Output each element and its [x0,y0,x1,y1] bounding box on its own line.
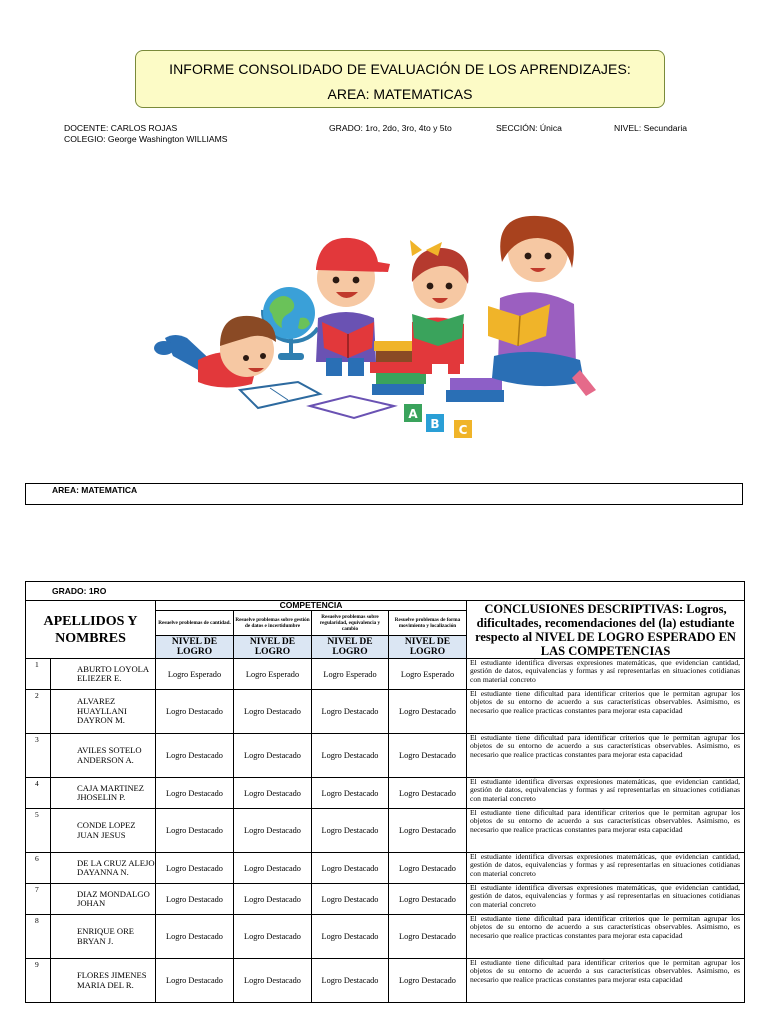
descriptive-conclusion: El estudiante tiene dificultad para identificar criterios que le permitan agrupar los objetos de su entorno de acuerdo a sus características observables. Asimismo, es necesario que realice practicas constantes para mejorar esta capacidad [467,690,745,734]
students-assessment-table [25,581,745,1003]
conclusions-column-header: CONCLUSIONES DESCRIPTIVAS: Logros, dificultades, recomendaciones del (la) estudiante respecto al NIVEL DE LOGRO ESPERADO EN LAS COMPETENCIAS [467,601,745,659]
row-number: 4 [35,779,39,788]
table-row [26,778,745,809]
achievement-level: Logro Destacado [312,734,389,778]
achievement-level: Logro Esperado [312,659,389,690]
descriptive-conclusion: El estudiante identifica diversas expresiones matemáticas, que evidencian cantidad, gestión de datos, equivalencias y formas y así representarlas en situaciones cotidianas con material concreto [467,778,745,809]
achievement-level: Logro Destacado [389,853,467,884]
achievement-level: Logro Destacado [234,915,312,959]
row-number-cell [26,853,51,884]
row-number: 5 [35,810,39,819]
row-number-cell [26,778,51,809]
descriptive-conclusion: El estudiante tiene dificultad para identificar criterios que le permitan agrupar los objetos de su entorno de acuerdo a sus características observables. Asimismo, es necesario que realice practicas constantes para mejorar esta capacidad [467,734,745,778]
student-name: CAJA MARTINEZ JHOSELIN P. [51,778,156,809]
table-row [26,853,745,884]
achievement-level: Logro Destacado [389,915,467,959]
teacher-woman-figure [488,216,596,396]
achievement-level: Logro Destacado [312,884,389,915]
achievement-level: Logro Destacado [156,884,234,915]
descriptive-conclusion: El estudiante identifica diversas expresiones matemáticas, que evidencian cantidad, gestión de datos, equivalencias y formas y así representarlas en situaciones cotidianas con material concreto [467,884,745,915]
achievement-level: Logro Destacado [234,778,312,809]
achievement-level: Logro Esperado [156,659,234,690]
row-number: 9 [35,960,39,969]
achievement-level: Logro Destacado [312,959,389,1003]
achievement-level: Logro Destacado [389,778,467,809]
achievement-level: Logro Destacado [156,778,234,809]
grade-row-label: GRADO: 1RO [26,582,745,601]
area-label: AREA: MATEMATICA [25,483,743,505]
competencia-forma: Resuelve problemas de forma movimiento y localización [389,611,467,636]
names-column-header: APELLIDOS Y NOMBRES [26,601,156,659]
row-number: 8 [35,916,39,925]
student-name: DIAZ MONDALGO JOHAN [51,884,156,915]
achievement-level: Logro Destacado [389,690,467,734]
achievement-level: Logro Destacado [234,809,312,853]
table-row [26,884,745,915]
svg-text:A: A [408,407,418,421]
student-name: ALVAREZ HUAYLLANI DAYRON M. [51,690,156,734]
achievement-level: Logro Destacado [312,778,389,809]
competencia-gestion-datos: Resuelve problemas sobre gestión de datos e incertidumbre [234,611,312,636]
table-row [26,690,745,734]
descriptive-conclusion: El estudiante tiene dificultad para identificar criterios que le permitan agrupar los objetos de su entorno de acuerdo a sus características observables. Asimismo, es necesario que realice practicas constantes para mejorar esta capacidad [467,959,745,1003]
student-name: AVILES SOTELO ANDERSON A. [51,734,156,778]
achievement-level: Logro Esperado [389,659,467,690]
achievement-level: Logro Destacado [389,959,467,1003]
achievement-level: Logro Destacado [389,884,467,915]
row-number: 6 [35,854,39,863]
level-info: NIVEL: Secundaria [614,123,688,133]
achievement-level: Logro Destacado [234,959,312,1003]
nivel-logro-header: NIVEL DE LOGRO [156,636,234,659]
row-number: 1 [35,660,39,669]
achievement-level: Logro Destacado [234,690,312,734]
abc-blocks-icon [404,404,472,438]
school-name: COLEGIO: George Washington WILLIAMS [64,134,228,144]
achievement-level: Logro Destacado [389,734,467,778]
table-row [26,959,745,1003]
achievement-level: Logro Destacado [234,853,312,884]
achievement-level: Logro Destacado [156,734,234,778]
children-reading-illustration [150,210,620,450]
svg-text:B: B [430,417,440,431]
achievement-level: Logro Destacado [234,884,312,915]
achievement-level: Logro Destacado [156,809,234,853]
competencia-header: COMPETENCIA [156,601,467,611]
teacher-name: DOCENTE: CARLOS ROJAS [64,123,178,133]
row-number-cell [26,884,51,915]
row-number-cell [26,809,51,853]
achievement-level: Logro Destacado [312,853,389,884]
row-number: 2 [35,691,39,700]
report-title: INFORME CONSOLIDADO DE EVALUACIÓN DE LOS APRENDIZAJES: [169,61,631,77]
table-row [26,734,745,778]
row-number: 3 [35,735,39,744]
svg-text:C: C [458,423,468,437]
student-name: FLORES JIMENES MARIA DEL R. [51,959,156,1003]
teacher-info [64,123,228,145]
section-info: SECCIÓN: Única [496,123,562,133]
table-row [26,809,745,853]
achievement-level: Logro Destacado [312,690,389,734]
descriptive-conclusion: El estudiante tiene dificultad para identificar criterios que le permitan agrupar los objetos de su entorno de acuerdo a sus características observables. Asimismo, es necesario que realice practicas constantes para mejorar esta capacidad [467,809,745,853]
competencia-regularidad: Resuelve problemas sobre regularidad, equivalencia y cambio [312,611,389,636]
descriptive-conclusion: El estudiante tiene dificultad para identificar criterios que le permitan agrupar los objetos de su entorno de acuerdo a sus características observables. Asimismo, es necesario que realice practicas constantes para mejorar esta capacidad [467,915,745,959]
nivel-logro-header: NIVEL DE LOGRO [389,636,467,659]
achievement-level: Logro Destacado [156,915,234,959]
row-number-cell [26,959,51,1003]
descriptive-conclusion: El estudiante identifica diversas expresiones matemáticas, que evidencian cantidad, gestión de datos, equivalencias y formas y así representarlas en situaciones cotidianas con material concreto [467,853,745,884]
achievement-level: Logro Destacado [156,853,234,884]
descriptive-conclusion: El estudiante identifica diversas expresiones matemáticas, que evidencian cantidad, gestión de datos, equivalencias y formas y así representarlas en situaciones cotidianas con material concreto [467,659,745,690]
row-number-cell [26,690,51,734]
grade-info: GRADO: 1ro, 2do, 3ro, 4to y 5to [329,123,452,133]
achievement-level: Logro Destacado [234,734,312,778]
row-number-cell [26,659,51,690]
achievement-level: Logro Destacado [312,809,389,853]
nivel-logro-header: NIVEL DE LOGRO [234,636,312,659]
girl-reading-figure [410,240,468,374]
row-number: 7 [35,885,39,894]
nivel-logro-header: NIVEL DE LOGRO [312,636,389,659]
student-name: DE LA CRUZ ALEJO DAYANNA N. [51,853,156,884]
report-area-title: AREA: MATEMATICAS [327,86,473,102]
report-title-box [135,50,665,108]
student-name: ABURTO LOYOLA ELIEZER E. [51,659,156,690]
competencia-cantidad: Resuelve problemas de cantidad. [156,611,234,636]
row-number-cell [26,734,51,778]
achievement-level: Logro Destacado [389,809,467,853]
table-row [26,659,745,690]
achievement-level: Logro Destacado [156,690,234,734]
achievement-level: Logro Destacado [156,959,234,1003]
achievement-level: Logro Esperado [234,659,312,690]
table-row [26,915,745,959]
achievement-level: Logro Destacado [312,915,389,959]
student-name: CONDE LOPEZ JUAN JESUS [51,809,156,853]
row-number-cell [26,915,51,959]
student-name: ENRIQUE ORE BRYAN J. [51,915,156,959]
